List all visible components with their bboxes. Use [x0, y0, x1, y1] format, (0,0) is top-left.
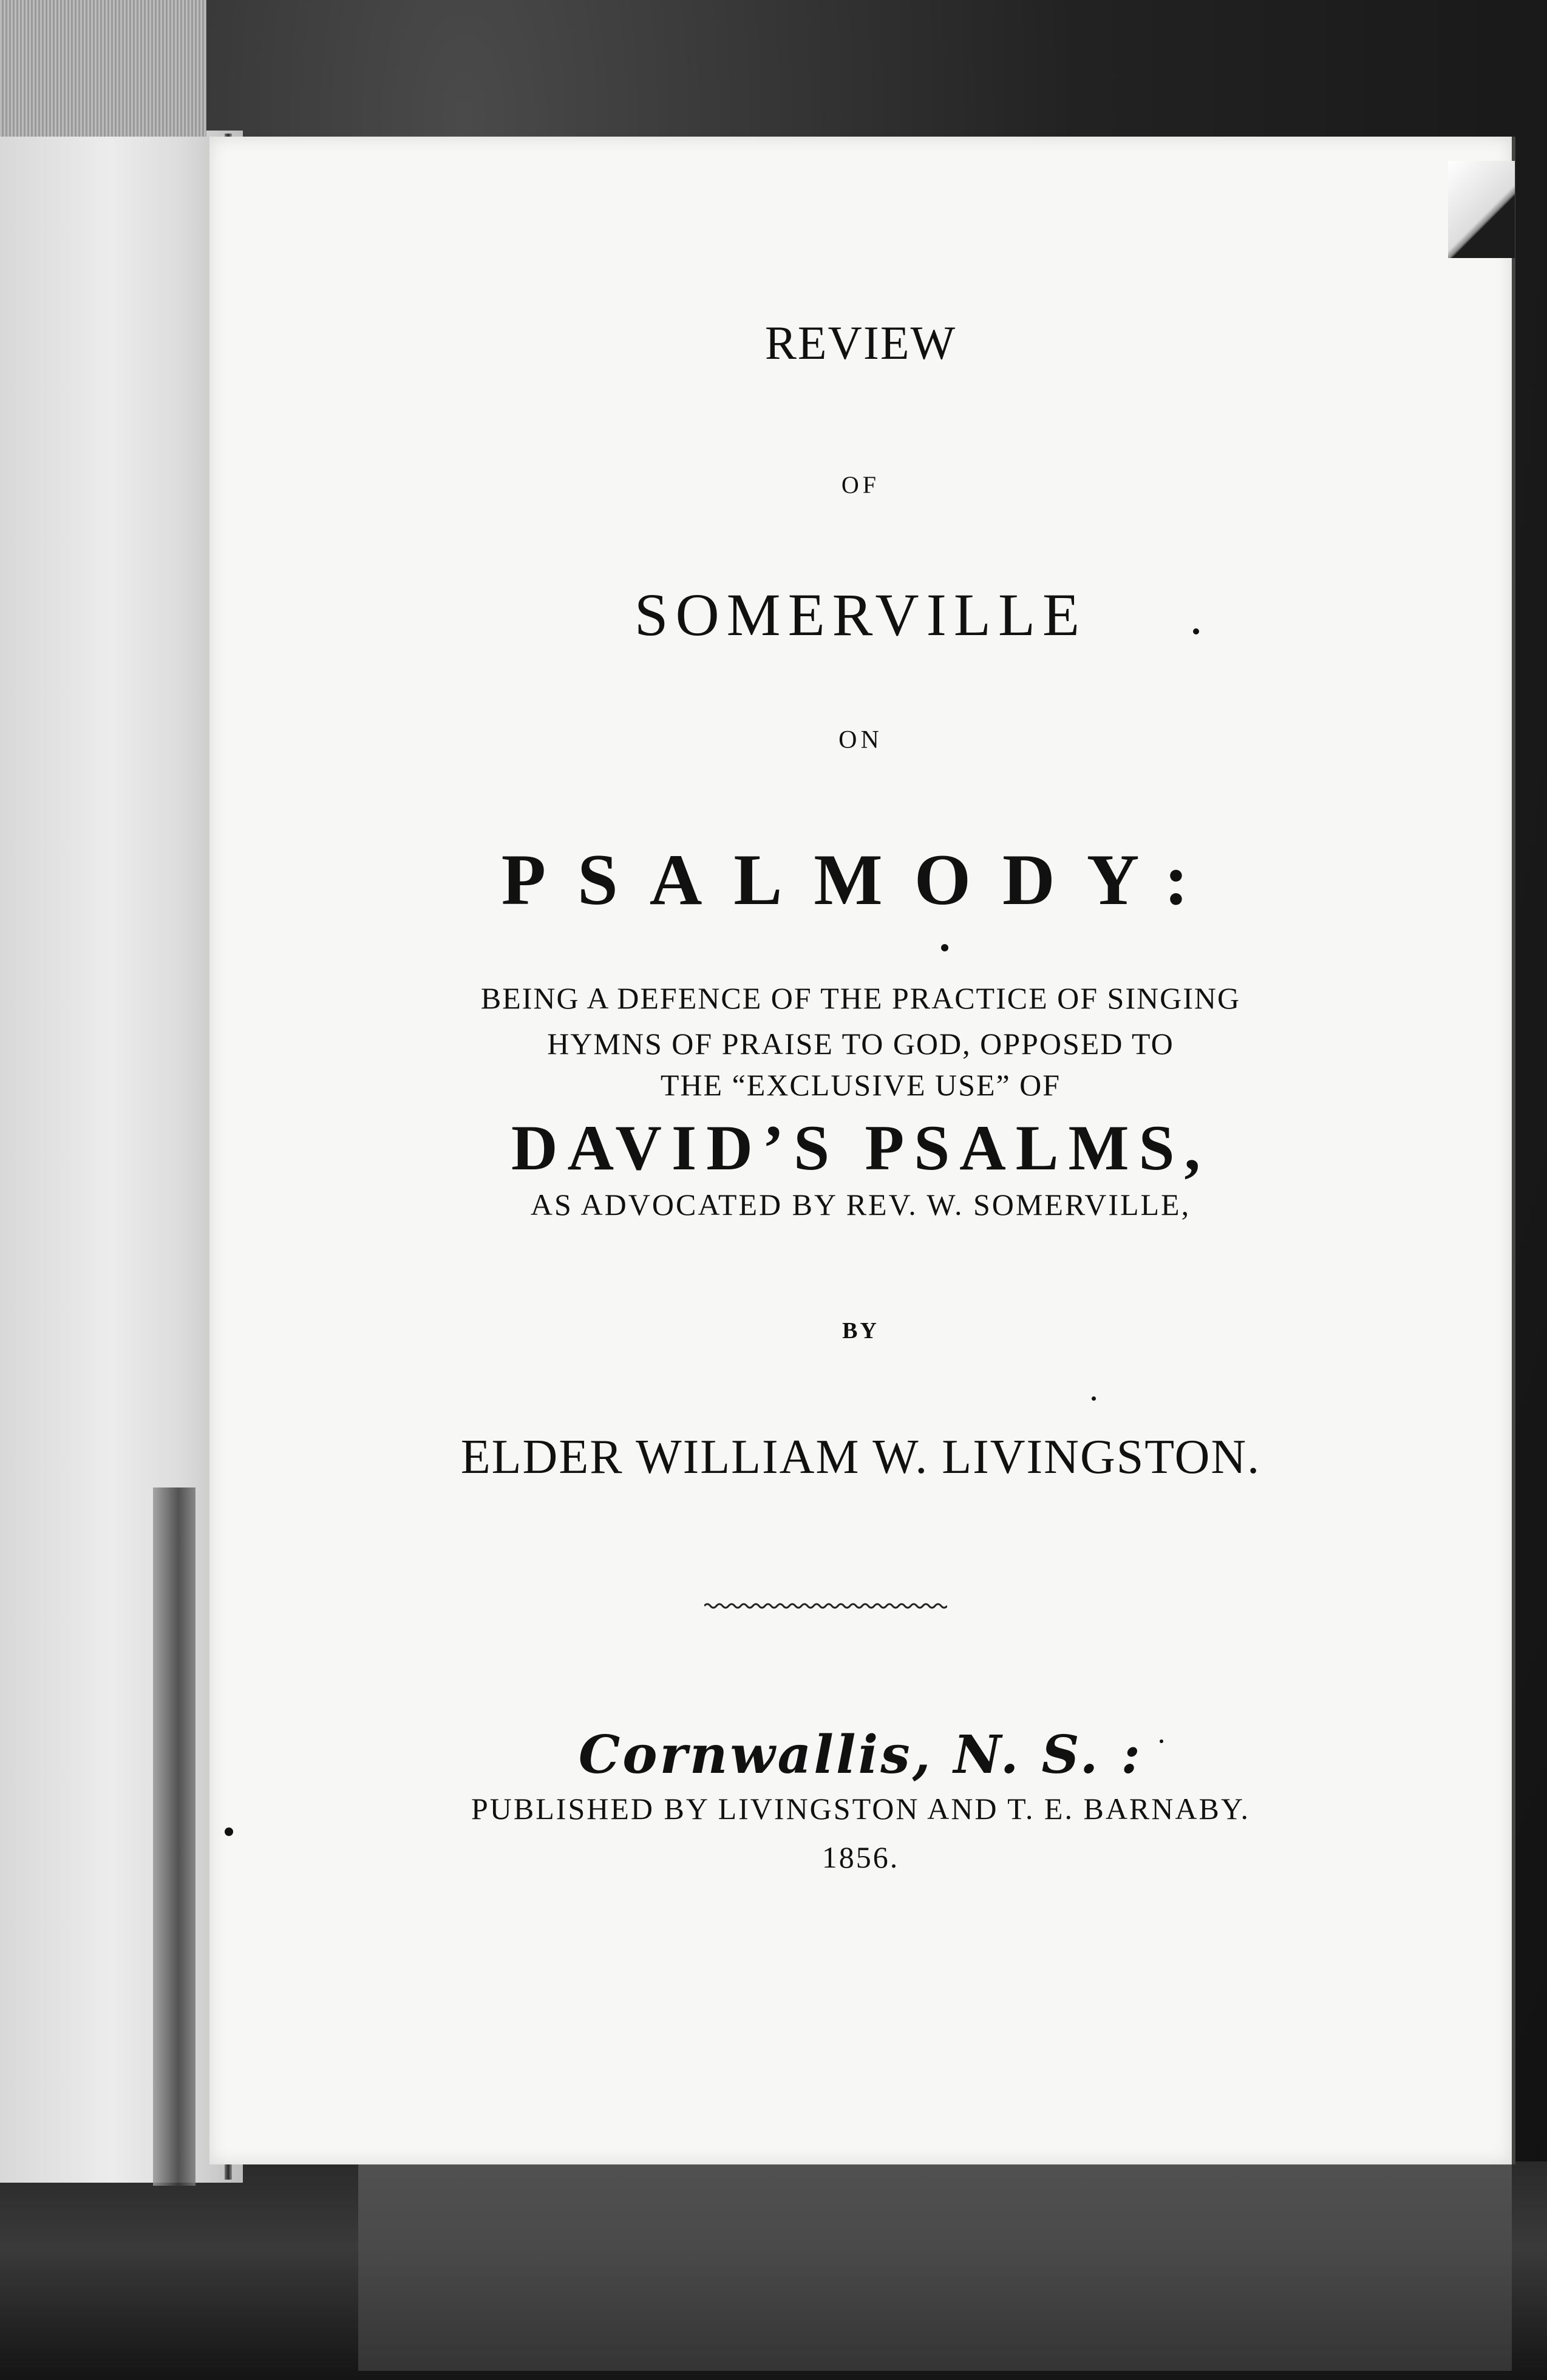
- title-review: REVIEW: [764, 316, 957, 369]
- ink-speck: [1160, 1739, 1163, 1743]
- subtitle-line-1: BEING A DEFENCE OF THE PRACTICE OF SINGING: [480, 981, 1241, 1015]
- adjacent-page: [0, 131, 243, 2183]
- spine-damage: [153, 1487, 195, 2186]
- ornamental-rule: [704, 1600, 947, 1612]
- title-on: ON: [838, 726, 883, 754]
- bottom-shadow: [358, 2164, 1512, 2371]
- imprint-place: Cornwallis, N. S. :: [578, 1724, 1143, 1786]
- subtitle-line-2: HYMNS OF PRAISE TO GOD, OPPOSED TO: [547, 1027, 1174, 1061]
- title-of: OF: [841, 471, 880, 498]
- page-corner-fold: [1448, 161, 1515, 258]
- byline-by: BY: [842, 1318, 879, 1344]
- ink-speck: [1193, 628, 1199, 634]
- subtitle-advocated: AS ADVOCATED BY REV. W. SOMERVILLE,: [530, 1188, 1191, 1222]
- subtitle-line-3: THE “EXCLUSIVE USE” OF: [660, 1068, 1061, 1102]
- imprint-year: 1856.: [821, 1840, 900, 1874]
- ink-speck: [1092, 1396, 1096, 1401]
- title-davids-psalms: DAVID’S PSALMS,: [511, 1112, 1210, 1183]
- title-somerville: SOMERVILLE: [634, 581, 1087, 648]
- binding-tape: [0, 0, 206, 137]
- ink-speck: [941, 944, 948, 951]
- author-name: ELDER WILLIAM W. LIVINGSTON.: [460, 1430, 1261, 1484]
- ink-speck: [225, 1827, 233, 1836]
- imprint-publisher: PUBLISHED BY LIVINGSTON AND T. E. BARNABY.: [471, 1792, 1251, 1826]
- title-psalmody: PSALMODY:: [501, 839, 1220, 920]
